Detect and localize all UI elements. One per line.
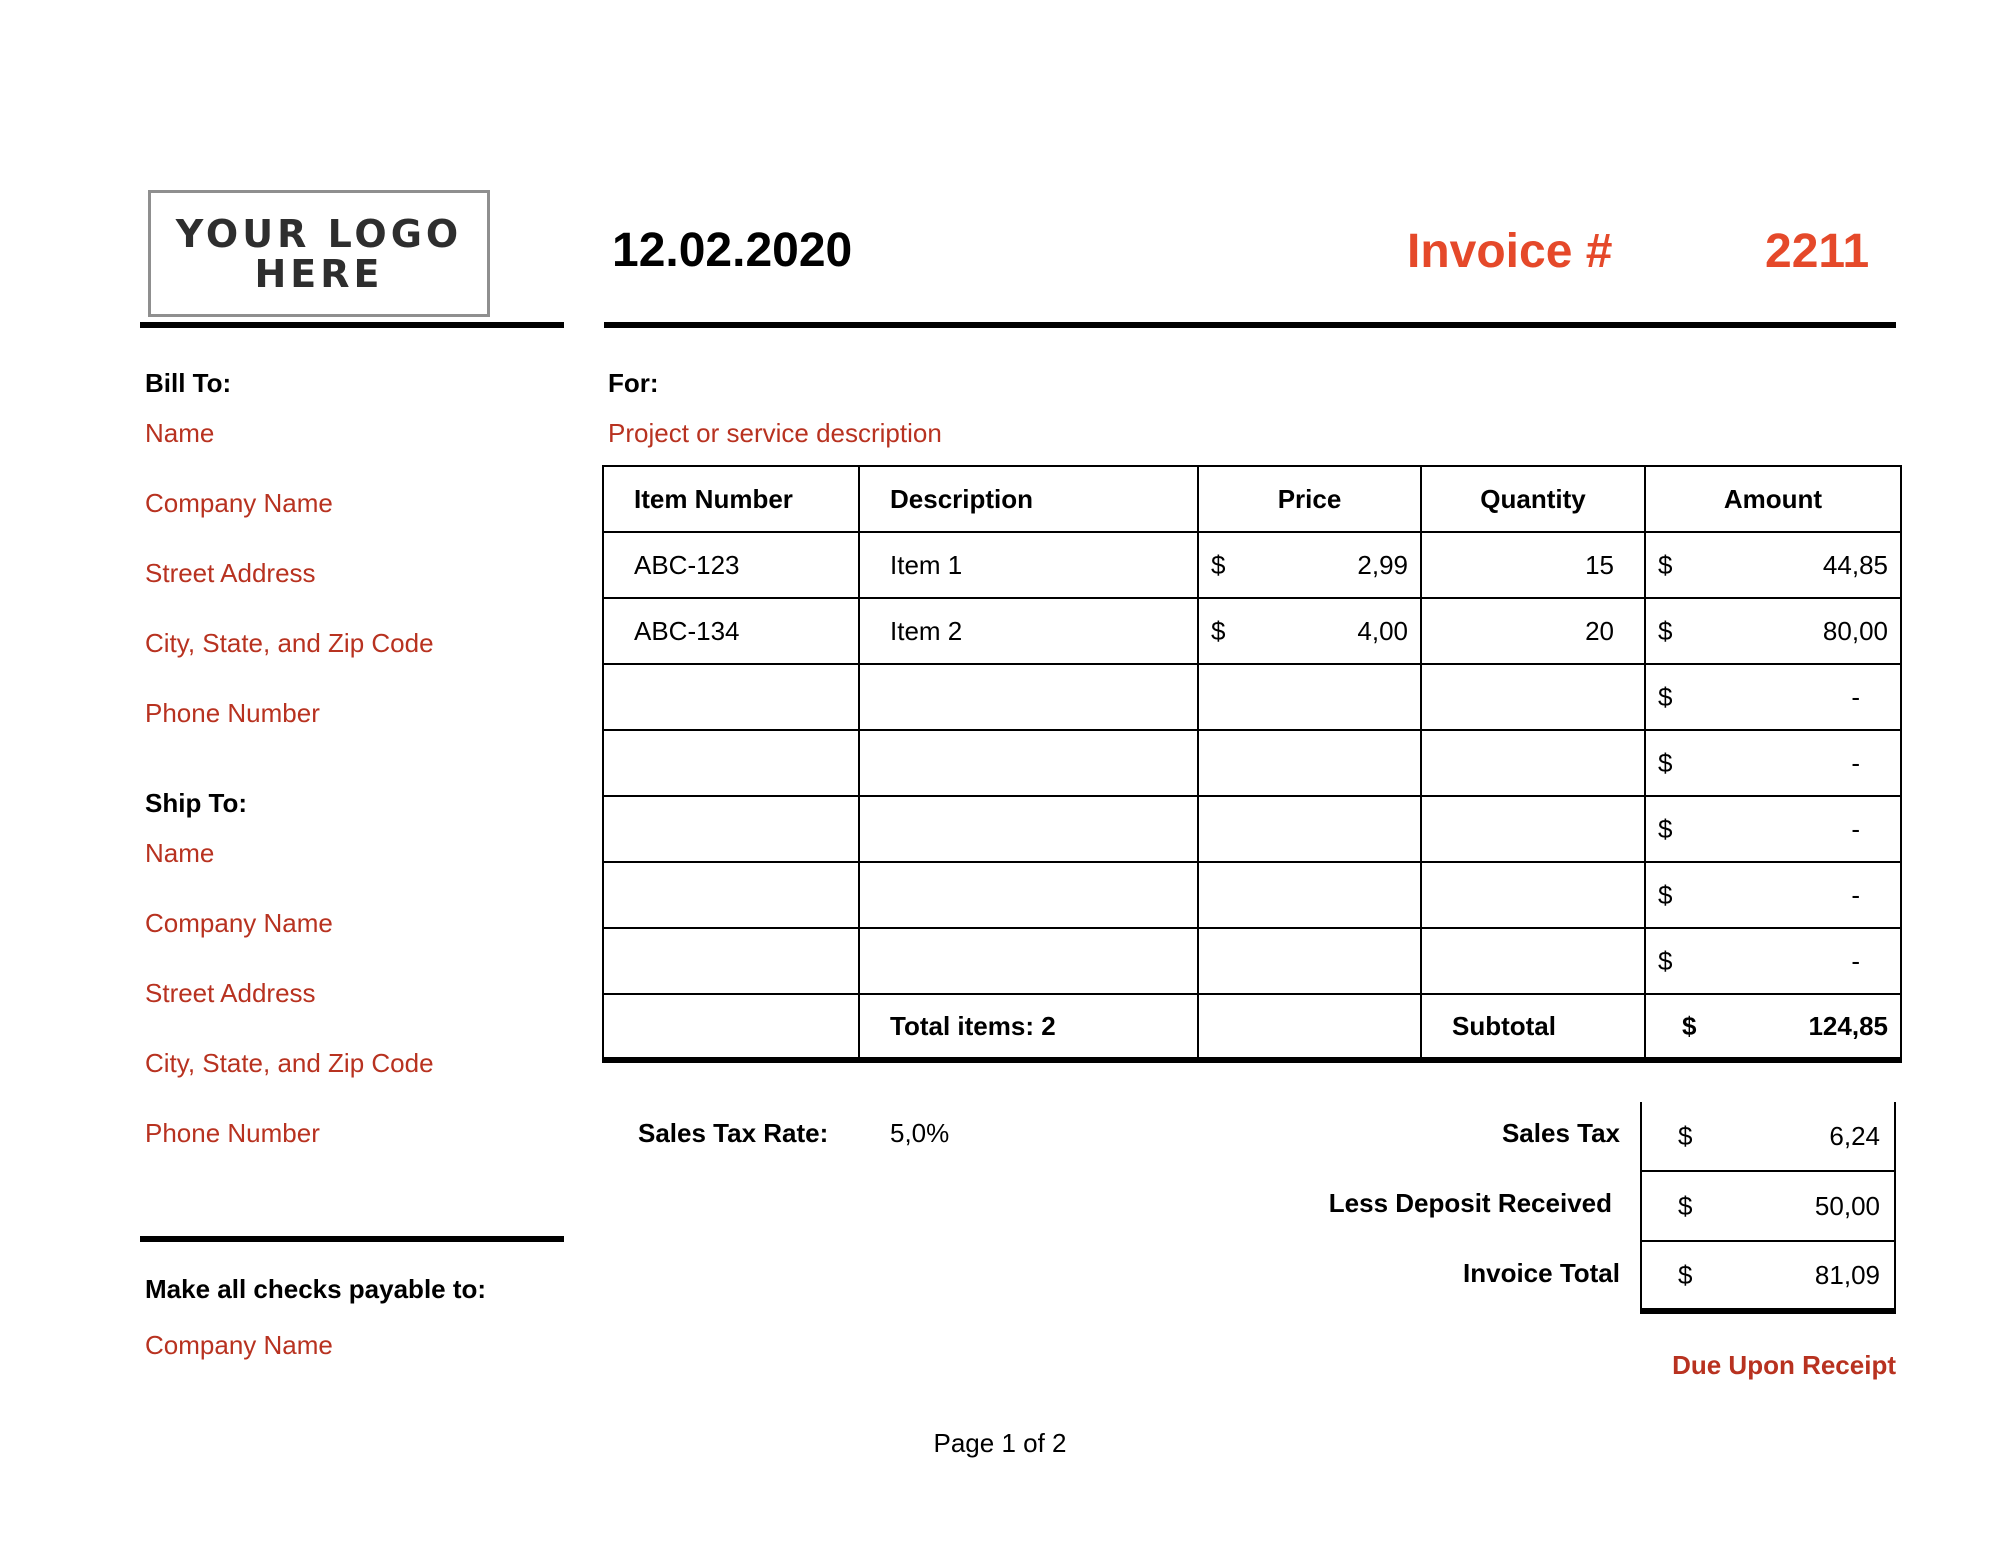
amount-value: - (1851, 945, 1860, 976)
sales-tax-rate-label: Sales Tax Rate: (638, 1118, 829, 1148)
amount-value: - (1851, 879, 1860, 910)
price-cell (1198, 598, 1421, 664)
logo-line-1: YOUR LOGO (175, 211, 463, 256)
invoice-number: 2211 (1765, 225, 1870, 278)
invoice-total-box (1640, 1242, 1896, 1314)
amount-cell (1645, 796, 1901, 862)
table-row (603, 862, 1901, 928)
empty-cell (603, 994, 859, 1060)
table-row (603, 796, 1901, 862)
amount-value: 44,85 (1822, 549, 1888, 580)
ship-to-city: City, State, and Zip Code (145, 1048, 434, 1078)
ship-to-phone: Phone Number (145, 1118, 320, 1148)
page-indicator: Page 1 of 2 (933, 1428, 1067, 1458)
ship-to-company: Company Name (145, 908, 333, 938)
price-cell (1198, 730, 1421, 796)
total-items: Total items: 2 (859, 994, 1198, 1060)
header-quantity: Quantity (1421, 466, 1645, 532)
sales-tax-rate-value: 5,0% (890, 1118, 950, 1148)
table-row (603, 730, 1901, 796)
amount-cell (1645, 532, 1901, 598)
bill-to-city: City, State, and Zip Code (145, 628, 434, 658)
ship-to-heading: Ship To: (145, 788, 248, 818)
currency-symbol: $ (1658, 813, 1673, 844)
deposit-value: 50,00 (1814, 1190, 1880, 1221)
ship-to-name: Name (145, 838, 215, 868)
logo-line-2: HERE (254, 251, 384, 296)
quantity-cell (1421, 796, 1645, 862)
header-description: Description (859, 466, 1198, 532)
item-number-cell (603, 730, 859, 796)
line-items-table (602, 465, 1902, 1063)
item-number-cell (603, 796, 859, 862)
price-cell (1198, 796, 1421, 862)
amount-value: - (1851, 681, 1860, 712)
table-row (603, 598, 1901, 664)
invoice-total-label: Invoice Total (1463, 1258, 1620, 1288)
header-price: Price (1198, 466, 1421, 532)
currency-symbol: $ (1658, 615, 1673, 646)
payable-heading: Make all checks payable to: (145, 1274, 487, 1304)
price-cell (1198, 664, 1421, 730)
price-value: 2,99 (1357, 549, 1408, 580)
item-number-cell (603, 862, 859, 928)
table-header-row (603, 466, 1901, 532)
logo-placeholder (148, 190, 490, 317)
invoice-total-value: 81,09 (1814, 1259, 1880, 1290)
description-cell (859, 664, 1198, 730)
quantity-cell (1421, 730, 1645, 796)
subtotal-value: 124,85 (1808, 1010, 1888, 1041)
amount-value: - (1851, 813, 1860, 844)
description-cell (859, 862, 1198, 928)
table-row (603, 928, 1901, 994)
quantity-cell (1421, 862, 1645, 928)
left-footer-rule (140, 1236, 564, 1242)
payable-company: Company Name (145, 1330, 333, 1360)
subtotal-row (603, 994, 1901, 1060)
currency-symbol: $ (1658, 945, 1673, 976)
header-amount: Amount (1645, 466, 1901, 532)
table-row (603, 532, 1901, 598)
bill-to-phone: Phone Number (145, 698, 320, 728)
amount-cell (1645, 664, 1901, 730)
quantity-cell (1421, 664, 1645, 730)
invoice-date: 12.02.2020 (612, 224, 853, 277)
deposit-label: Less Deposit Received (1328, 1188, 1612, 1218)
amount-cell (1645, 598, 1901, 664)
amount-cell (1645, 862, 1901, 928)
item-number-cell (603, 664, 859, 730)
ship-to-street: Street Address (145, 978, 316, 1008)
item-number-cell: ABC-134 (603, 598, 859, 664)
description-cell (859, 796, 1198, 862)
subtotal-cell (1645, 994, 1901, 1060)
currency-symbol: $ (1658, 879, 1673, 910)
due-upon-receipt: Due Upon Receipt (1672, 1350, 1896, 1380)
right-header-rule (604, 322, 1896, 328)
bill-to-company: Company Name (145, 488, 333, 518)
price-cell (1198, 532, 1421, 598)
quantity-cell: 20 (1421, 598, 1645, 664)
currency-symbol: $ (1211, 615, 1226, 646)
bill-to-heading: Bill To: (145, 368, 232, 398)
currency-symbol: $ (1678, 1259, 1693, 1290)
currency-symbol: $ (1678, 1120, 1693, 1151)
quantity-cell (1421, 928, 1645, 994)
amount-cell (1645, 928, 1901, 994)
currency-symbol: $ (1678, 1190, 1693, 1221)
amount-value: 80,00 (1822, 615, 1888, 646)
quantity-cell: 15 (1421, 532, 1645, 598)
deposit-box (1640, 1172, 1896, 1242)
description-cell: Item 1 (859, 532, 1198, 598)
for-description: Project or service description (608, 418, 942, 448)
invoice-label: Invoice # (1407, 225, 1613, 278)
description-cell (859, 730, 1198, 796)
price-value: 4,00 (1357, 615, 1408, 646)
item-number-cell (603, 928, 859, 994)
sales-tax-box (1640, 1102, 1896, 1172)
left-header-rule (140, 322, 564, 328)
header-item-number: Item Number (603, 466, 859, 532)
currency-symbol: $ (1658, 747, 1673, 778)
bill-to-name: Name (145, 418, 215, 448)
currency-symbol: $ (1211, 549, 1226, 580)
price-cell (1198, 862, 1421, 928)
item-number-cell: ABC-123 (603, 532, 859, 598)
sales-tax-label: Sales Tax (1501, 1118, 1620, 1148)
amount-cell (1645, 730, 1901, 796)
currency-symbol: $ (1658, 681, 1673, 712)
for-heading: For: (608, 368, 659, 398)
amount-value: - (1851, 747, 1860, 778)
currency-symbol: $ (1658, 549, 1673, 580)
price-cell (1198, 928, 1421, 994)
table-row (603, 664, 1901, 730)
description-cell (859, 928, 1198, 994)
bill-to-street: Street Address (145, 558, 316, 588)
empty-cell (1198, 994, 1421, 1060)
sales-tax-value: 6,24 (1829, 1120, 1880, 1151)
description-cell: Item 2 (859, 598, 1198, 664)
subtotal-label: Subtotal (1421, 994, 1645, 1060)
currency-symbol: $ (1682, 1010, 1697, 1041)
